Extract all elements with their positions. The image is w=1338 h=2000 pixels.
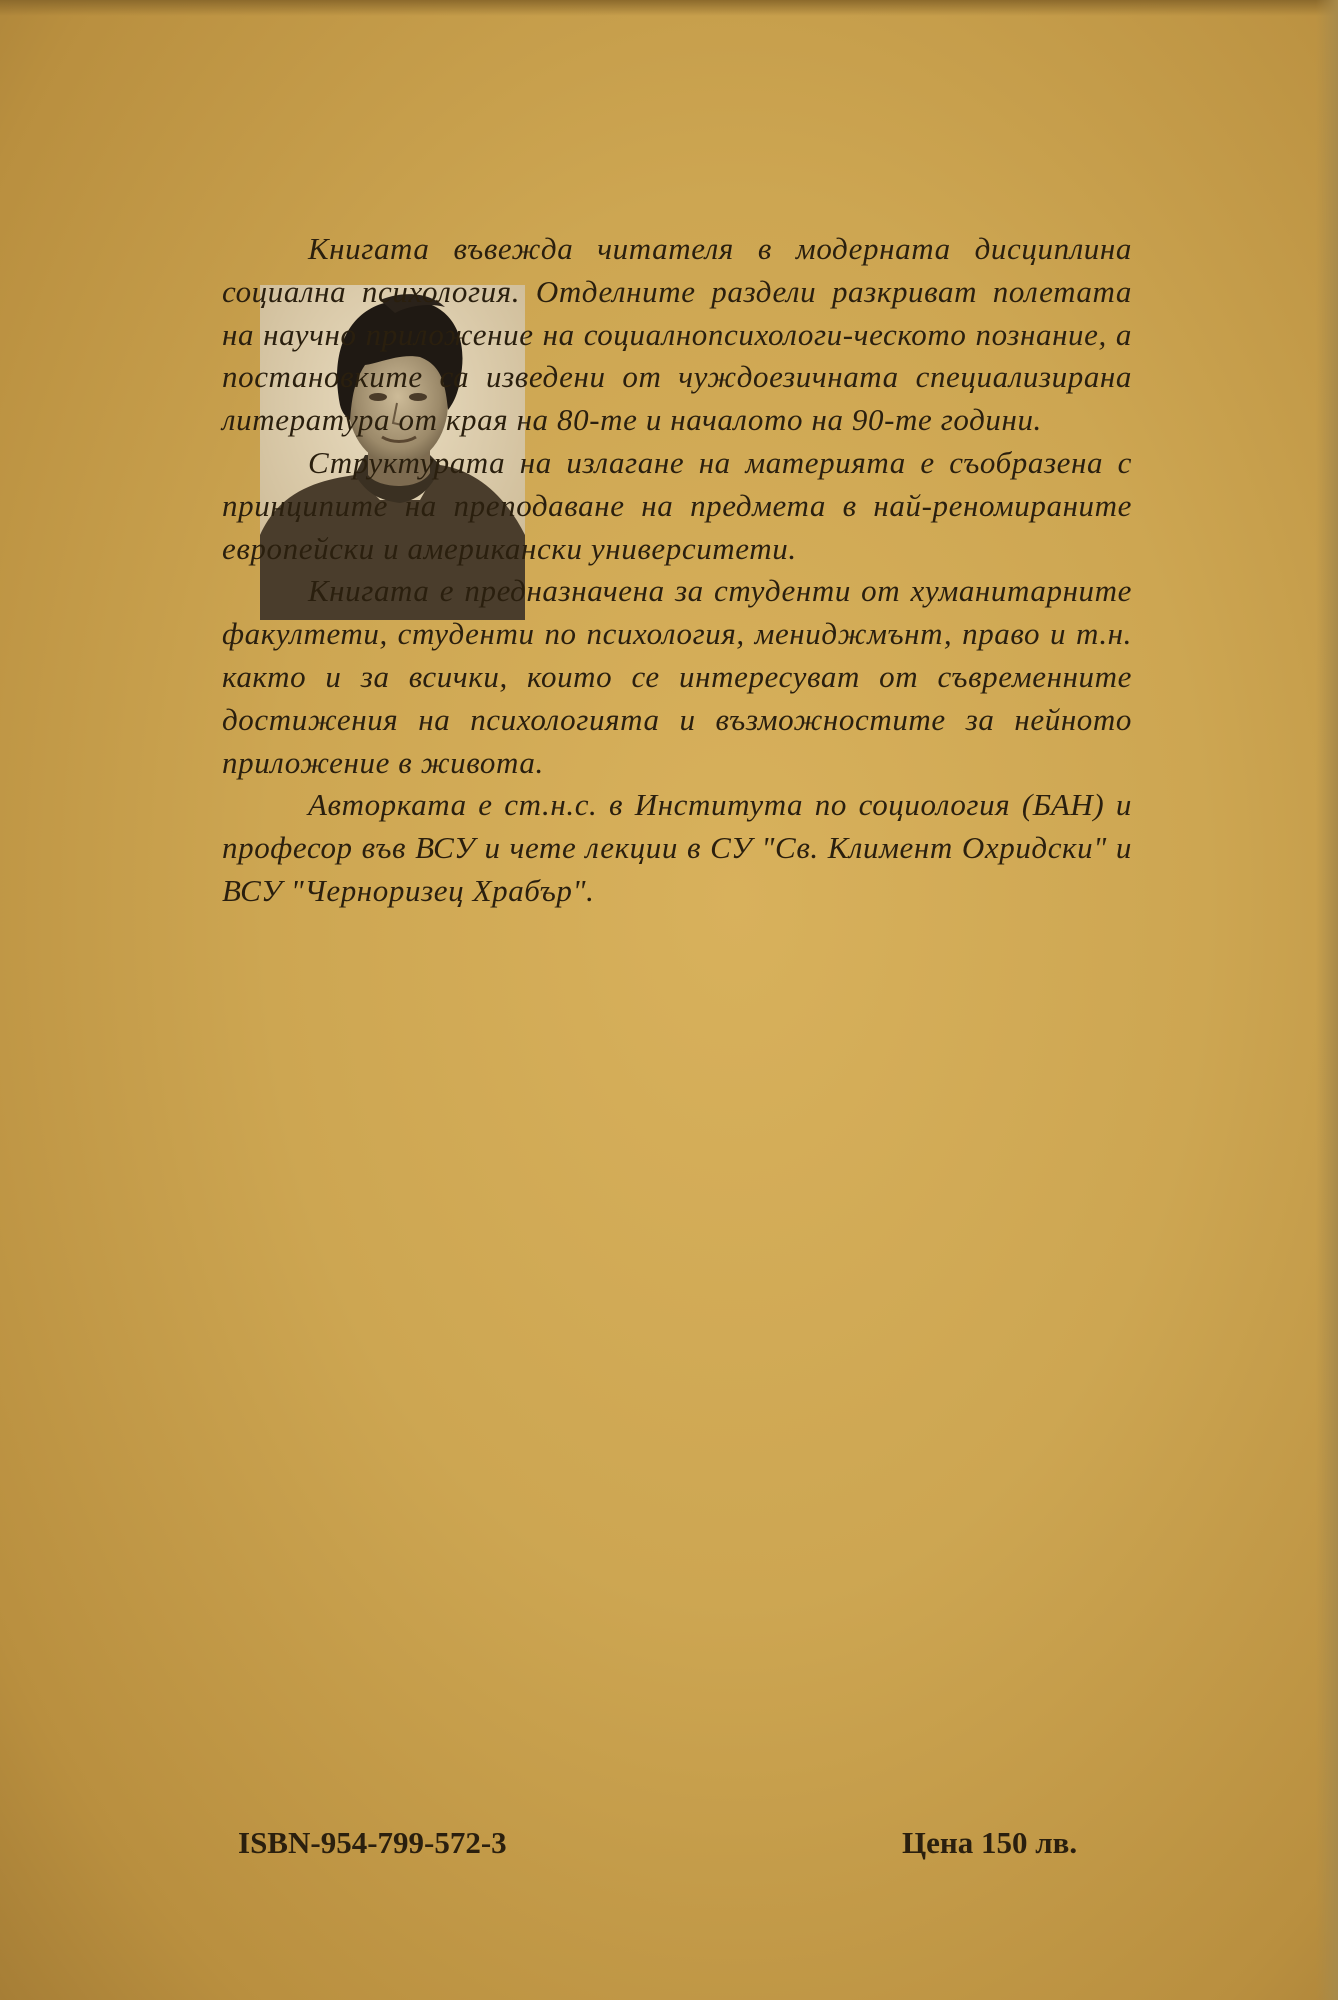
description-paragraph-2: Структурата на излагане на материята е съобразена с принципите на преподаване на предмета в най-реномираните европейски и американски университети. — [222, 444, 1132, 566]
isbn-number: ISBN-954-799-572-3 — [238, 1825, 507, 1860]
description-paragraph-4: Авторката е ст.н.с. в Института по социология (БАН) и професор във ВСУ и чете лекции в СУ "Св. Климент Охридски" и ВСУ "Черноризец Храбър". — [222, 787, 1132, 908]
description-paragraph-3: Книгата е предназначена за студенти от хуманитарните факултети, студенти по психология, мениджмънт, право и т.н. както и за всички, които се интересуват от съвременните достижения на психологията и възможностите за нейното приложение в живота. — [222, 573, 1132, 780]
price-label: Цена 150 лв. — [902, 1825, 1078, 1860]
book-description — [222, 228, 1132, 913]
description-paragraph-1: Книгата въвежда читателя в модерната дисциплина социална психология. Отделните раздели разкриват полетата на научно приложение на социалнопсихологи-ческото познание, а постановките са изведени от чуждоезичната специализирана литература от края на 80-те и началото на 90-те години. — [222, 231, 1132, 438]
